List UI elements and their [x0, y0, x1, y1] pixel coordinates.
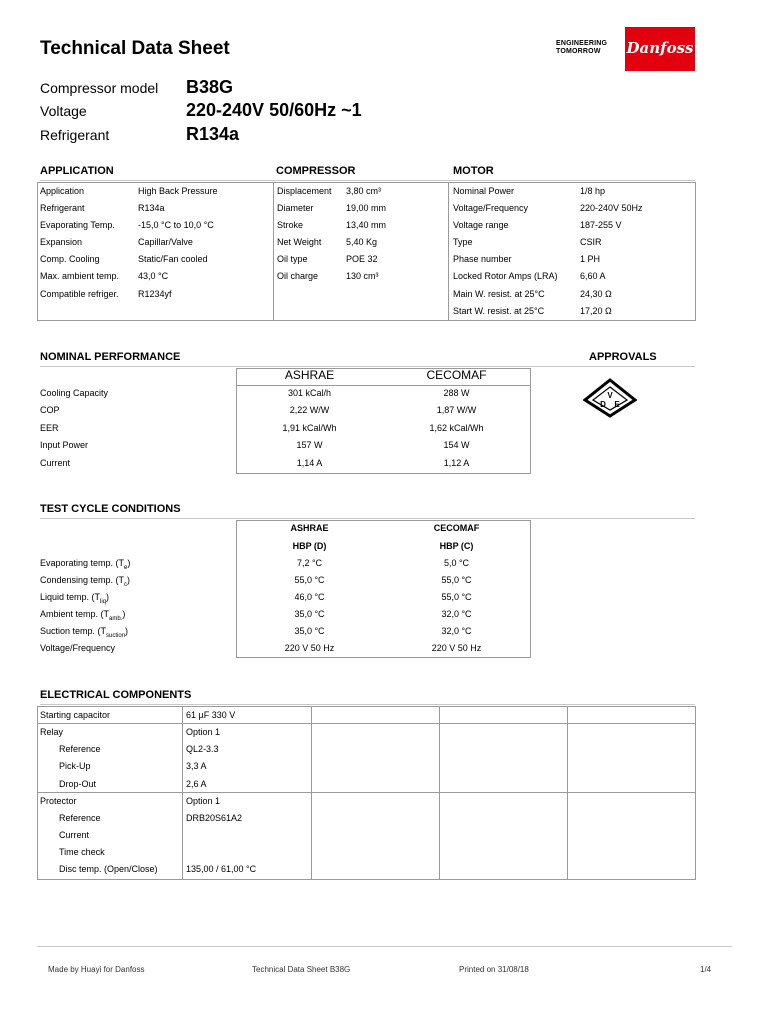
refrigerant-label: Refrigerant — [40, 127, 110, 143]
motor-value: 187-255 V — [580, 220, 622, 230]
compressor-value: 19,00 mm — [346, 203, 387, 213]
compressor-value: 13,40 mm — [346, 220, 387, 230]
cecomaf-column-header: CECOMAF — [433, 523, 480, 533]
performance-label: EER — [40, 423, 59, 433]
electrical-value: Option 1 — [186, 727, 221, 737]
test-condition-label: Ambient temp. $(T_{amb.})$ — [40, 609, 126, 622]
performance-cecomaf-value: 1,12 A — [443, 458, 470, 468]
test-condition-label: Suction temp. $(T_{suction})$ — [40, 626, 129, 639]
electrical-value: Option 1 — [186, 796, 221, 806]
electrical-label: Reference — [59, 744, 101, 754]
application-heading: APPLICATION — [40, 165, 114, 177]
performance-cecomaf-value: 154 W — [443, 440, 470, 450]
electrical-label: Protector — [40, 796, 77, 806]
voltage-label: Voltage — [40, 103, 87, 119]
test-condition-label: Evaporating temp. $(T_e)$ — [40, 558, 131, 571]
electrical-label: Current — [59, 830, 90, 840]
footer-printed-date: Printed on 31/08/18 — [459, 965, 529, 974]
electrical-value: 135,00 / 61,00 °C — [186, 864, 257, 874]
section-rule — [40, 518, 695, 519]
test-ashrae-value: 35,0 °C — [294, 626, 325, 636]
test-ashrae-value: 55,0 °C — [294, 575, 325, 585]
motor-label: Locked Rotor Amps (LRA) — [453, 271, 558, 281]
test-condition-label: Voltage/Frequency — [40, 643, 116, 653]
compressor-heading: COMPRESSOR — [276, 165, 356, 177]
danfoss-logo: Danfoss — [625, 27, 695, 71]
test-cecomaf-value: 32,0 °C — [441, 626, 472, 636]
application-value: 43,0 °C — [138, 271, 169, 281]
electrical-label: Disc temp. (Open/Close) — [59, 864, 158, 874]
electrical-components-heading: ELECTRICAL COMPONENTS — [40, 689, 192, 701]
vde-mark-v: V — [607, 391, 613, 400]
application-label: Expansion — [40, 237, 83, 247]
vde-mark-d: D — [600, 400, 606, 409]
section-rule — [40, 704, 695, 705]
row-divider — [37, 792, 696, 793]
test-cecomaf-value: 32,0 °C — [441, 609, 472, 619]
test-ashrae-value: 46,0 °C — [294, 592, 325, 602]
test-cecomaf-value: 220 V 50 Hz — [431, 643, 482, 653]
application-value: High Back Pressure — [138, 186, 218, 196]
electrical-label: Pick-Up — [59, 761, 91, 771]
compressor-value: 5,40 Kg — [346, 237, 378, 247]
cecomaf-column-header: CECOMAF — [426, 368, 487, 382]
header-divider — [236, 385, 531, 386]
compressor-value: 130 cm³ — [346, 271, 379, 281]
electrical-value: DRB20S61A2 — [186, 813, 243, 823]
motor-value: 24,30 Ω — [580, 289, 612, 299]
performance-ashrae-value: 1,14 A — [296, 458, 323, 468]
performance-label: Cooling Capacity — [40, 388, 109, 398]
column-divider — [273, 182, 274, 321]
test-cecomaf-value: 55,0 °C — [441, 592, 472, 602]
ashrae-column-header: ASHRAE — [284, 368, 335, 382]
motor-label: Phase number — [453, 254, 512, 264]
application-label: Evaporating Temp. — [40, 220, 115, 230]
motor-value: 220-240V 50Hz — [580, 203, 643, 213]
compressor-label: Diameter — [277, 203, 314, 213]
compressor-model-label: Compressor model — [40, 80, 159, 96]
refrigerant-value: R134a — [186, 124, 240, 144]
application-value: -15,0 °C to 10,0 °C — [138, 220, 214, 230]
test-ashrae-value: 7,2 °C — [296, 558, 323, 568]
column-divider — [448, 182, 449, 321]
compressor-label: Oil charge — [277, 271, 319, 281]
brand-tagline: ENGINEERING TOMORROW — [556, 40, 608, 55]
motor-heading: MOTOR — [453, 165, 494, 177]
motor-value: 6,60 A — [580, 271, 606, 281]
test-cecomaf-value: 5,0 °C — [443, 558, 470, 568]
electrical-components-table — [37, 706, 696, 880]
test-ashrae-value: 35,0 °C — [294, 609, 325, 619]
vde-mark-e: E — [614, 400, 620, 409]
electrical-value: 61 µF 330 V — [186, 710, 236, 720]
application-value: Static/Fan cooled — [138, 254, 208, 264]
column-divider — [182, 706, 183, 880]
electrical-value: 2,6 A — [186, 779, 207, 789]
electrical-value: 3,3 A — [186, 761, 207, 771]
column-divider — [439, 706, 440, 880]
test-cycle-heading: TEST CYCLE CONDITIONS — [40, 503, 181, 515]
performance-cecomaf-value: 1,62 kCal/Wh — [429, 423, 484, 433]
motor-label: Type — [453, 237, 473, 247]
compressor-label: Displacement — [277, 186, 332, 196]
application-value: Capillar/Valve — [138, 237, 193, 247]
test-ashrae-value: 220 V 50 Hz — [284, 643, 335, 653]
compressor-value: 3,80 cm³ — [346, 186, 382, 196]
nominal-performance-heading: NOMINAL PERFORMANCE — [40, 351, 181, 363]
test-cecomaf-value: 55,0 °C — [441, 575, 472, 585]
section-rule — [40, 366, 695, 367]
application-label: Max. ambient temp. — [40, 271, 120, 281]
motor-value: CSIR — [580, 237, 602, 247]
ashrae-column-header: ASHRAE — [290, 523, 329, 533]
performance-cecomaf-value: 1,87 W/W — [436, 405, 477, 415]
performance-ashrae-value: 2,22 W/W — [289, 405, 330, 415]
motor-value: 1 PH — [580, 254, 601, 264]
footer-made-by: Made by Huayi for Danfoss — [48, 965, 145, 974]
footer-rule — [37, 946, 732, 947]
motor-label: Nominal Power — [453, 186, 515, 196]
application-label: Compatible refriger. — [40, 289, 119, 299]
column-divider — [567, 706, 568, 880]
motor-value: 1/8 hp — [580, 186, 606, 196]
voltage-value: 220-240V 50/60Hz ~1 — [186, 100, 362, 120]
approvals-heading: APPROVALS — [589, 351, 657, 363]
motor-label: Start W. resist. at 25°C — [453, 306, 545, 316]
performance-cecomaf-value: 288 W — [443, 388, 470, 398]
electrical-value: QL2-3.3 — [186, 744, 219, 754]
application-value: R1234yf — [138, 289, 172, 299]
column-divider — [311, 706, 312, 880]
performance-label: Input Power — [40, 440, 89, 450]
application-label: Refrigerant — [40, 203, 85, 213]
performance-ashrae-value: 301 kCal/h — [287, 388, 332, 398]
performance-ashrae-value: 1,91 kCal/Wh — [282, 423, 337, 433]
application-label: Comp. Cooling — [40, 254, 100, 264]
test-condition-label: Condensing temp. $(T_c)$ — [40, 575, 131, 588]
electrical-label: Drop-Out — [59, 779, 97, 789]
footer-page-number: 1/4 — [700, 965, 712, 974]
cecomaf-hbp-header: HBP (C) — [439, 541, 474, 551]
electrical-label: Relay — [40, 727, 64, 737]
compressor-label: Stroke — [277, 220, 304, 230]
compressor-label: Net Weight — [277, 237, 322, 247]
motor-label: Main W. resist. at 25°C — [453, 289, 545, 299]
performance-ashrae-value: 157 W — [296, 440, 323, 450]
performance-label: COP — [40, 405, 60, 415]
electrical-label: Starting capacitor — [40, 710, 111, 720]
ashrae-hbp-header: HBP (D) — [292, 541, 327, 551]
page-title: Technical Data Sheet — [40, 38, 230, 59]
compressor-model-value: B38G — [186, 77, 234, 97]
motor-label: Voltage/Frequency — [453, 203, 529, 213]
footer-document-name: Technical Data Sheet B38G — [252, 965, 351, 974]
electrical-label: Reference — [59, 813, 101, 823]
performance-label: Current — [40, 458, 71, 468]
motor-label: Voltage range — [453, 220, 509, 230]
motor-value: 17,20 Ω — [580, 306, 612, 316]
compressor-label: Oil type — [277, 254, 308, 264]
section-rule — [40, 180, 695, 181]
vde-approval-icon — [583, 378, 637, 418]
electrical-label: Time check — [59, 847, 105, 857]
row-divider — [37, 723, 696, 724]
application-label: Application — [40, 186, 85, 196]
test-condition-label: Liquid temp. $(T_{liq})$ — [40, 592, 110, 605]
compressor-value: POE 32 — [346, 254, 378, 264]
application-value: R134a — [138, 203, 165, 213]
